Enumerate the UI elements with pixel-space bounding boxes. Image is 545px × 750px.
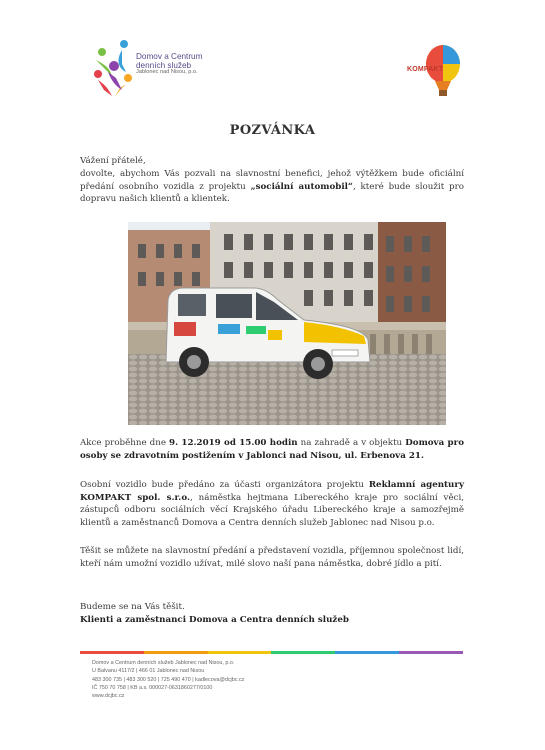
stripe-segment [144, 651, 208, 654]
logo-line-1: Domov a Centrum [136, 52, 203, 61]
footer-line-web[interactable]: www.dcjbc.cz [92, 693, 125, 700]
footer-line-ids: IČ 750 70 758 | KB a.s. 000027-0631860277/0100 [92, 684, 213, 691]
event-place: Domova pro osoby se zdravotním postižením v Jablonci nad Nisou, ul. Erbenova 21. [80, 438, 465, 461]
page-title: POZVÁNKA [229, 123, 316, 138]
event-date: 9. 12.2019 od 15.00 hodin [169, 438, 298, 448]
kompakt-logo-text: KOMPAKT [407, 66, 444, 73]
stripe-segment [208, 651, 272, 654]
footer-contact [92, 659, 244, 700]
footer-line-org: Domov a Centrum denních služeb Jablonec nad Nisou, p.o. [92, 660, 235, 666]
people-logo-icon [92, 38, 136, 100]
car-photo-illustration [128, 222, 446, 425]
logo-line-3: Jablonec nad Nisou, p.o. [136, 69, 198, 76]
event-text-2: na zahradě a v objektu [297, 438, 406, 448]
closing [80, 601, 464, 626]
handover-agency: Reklamní agentury KOMPAKT spol. s.r.o. [80, 480, 464, 503]
intro-paragraph [80, 168, 464, 206]
intro-highlight: „sociální automobil“ [250, 181, 353, 192]
stripe-segment [271, 651, 335, 654]
greeting: Vážení přátelé, [80, 156, 146, 166]
handover-text-2: , náměstka hejtmana Libereckého kraje pro sociální věci, zástupců odboru sociálních věcí Krajského úřadu Libereckého kraje a samozřejmě klientů a zaměstnanců Domova a Centra denních služeb Jablonec nad Nisou p.o. [80, 492, 464, 528]
stripe-segment [80, 651, 144, 654]
handover-text-1: Osobní vozidlo bude předáno za účasti organizátora projektu [80, 480, 369, 490]
intro-text-2: , které bude sloužit pro dopravu našich klientů a klientek. [80, 181, 464, 205]
event-text-1: Akce proběhne dne [80, 438, 170, 448]
logo-domov [92, 38, 227, 102]
car-photo [128, 222, 446, 425]
handover-paragraph [80, 479, 464, 529]
footer-line-phone: 483 300 735 | 483 300 520 | 725 490 470 | kadlecova@dcjbc.cz [92, 676, 245, 683]
footer-line-address: U Balvanu 4117/2 | 466 01 Jablonec nad Nisou [92, 668, 205, 675]
logo-line-2: denních služeb [136, 60, 192, 70]
closing-line-2: Klienti a zaměstnanci Domova a Centra denních služeb [80, 614, 349, 625]
intro-text-1: dovolte, abychom Vás pozvali na slavnostní benefici, jehož výtěžkem bude oficiální předání osobního vozidla z projektu [80, 169, 464, 192]
closing-line-1: Budeme se na Vás těšit. [80, 602, 185, 612]
event-paragraph [80, 437, 464, 462]
stripe-segment [335, 651, 399, 654]
hot-air-balloon-icon [405, 44, 465, 102]
stripe-segment [399, 651, 463, 654]
footer-color-stripe [80, 651, 463, 654]
looking-forward-paragraph: Těšit se můžete na slavnostní předání a představení vozidla, příjemnou společnost lidí, kteří nám umožní vozidlo užívat, milé slovo naší pana náměstka, dobré jídlo a pití. [80, 546, 464, 569]
logo-kompakt [405, 44, 465, 102]
